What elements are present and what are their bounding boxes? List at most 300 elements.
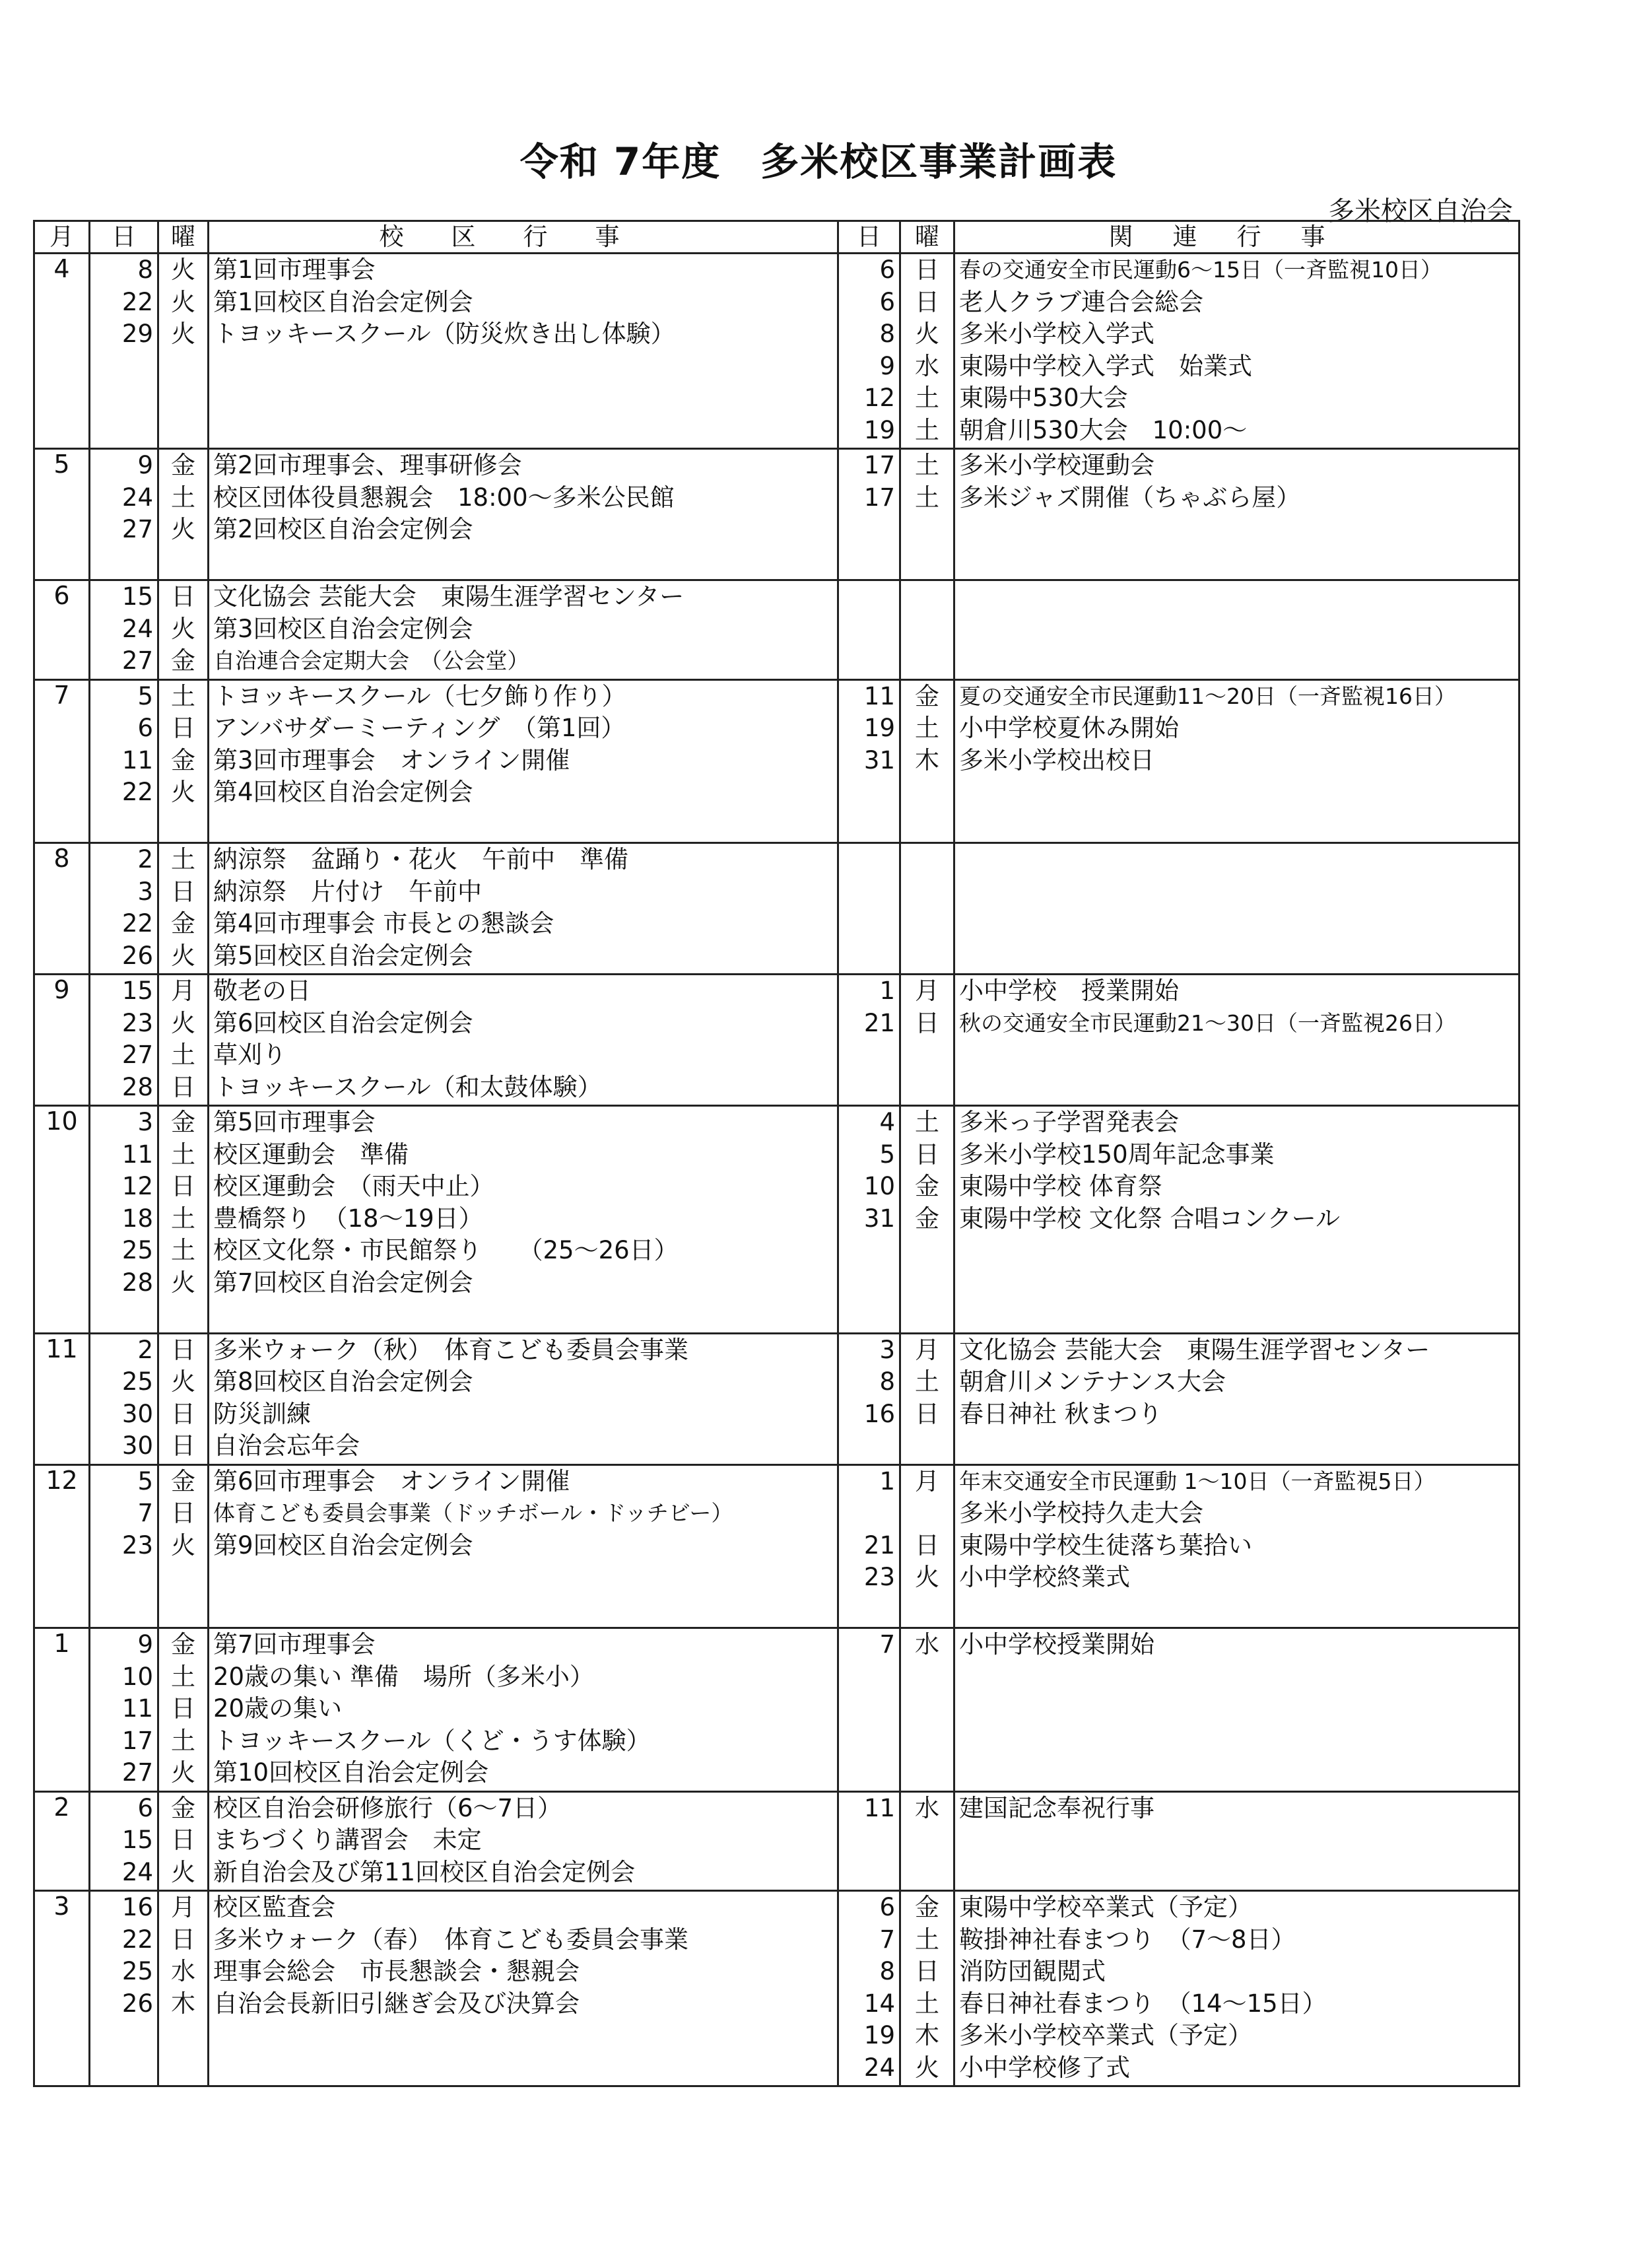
event-day: 11 bbox=[121, 745, 153, 774]
related-text-cell bbox=[954, 1333, 1520, 1464]
related-weekday: 土 bbox=[915, 1367, 939, 1396]
event-weekday: 日 bbox=[171, 1172, 195, 1200]
event-text: 豊橋祭り （18～19日） bbox=[213, 1204, 483, 1233]
event-weekday: 金 bbox=[171, 1793, 195, 1822]
related-text: 春日神社春まつり （14～15日） bbox=[959, 1989, 1327, 2018]
related-day-cell bbox=[838, 1628, 900, 1792]
month-row bbox=[34, 843, 1520, 975]
related-day: 6 bbox=[879, 287, 895, 316]
event-day-cell bbox=[90, 1791, 158, 1891]
event-text: 新自治会及び第11回校区自治会定例会 bbox=[213, 1857, 636, 1886]
related-text: 春日神社 秋まつり bbox=[959, 1399, 1162, 1428]
related-text: 多米小学校持久走大会 bbox=[959, 1499, 1203, 1527]
related-day: 6 bbox=[879, 256, 895, 284]
event-text: 20歳の集い 準備 場所（多米小） bbox=[213, 1662, 594, 1691]
event-text-cell bbox=[209, 449, 838, 580]
event-day: 5 bbox=[137, 681, 153, 710]
event-text: 敬老の日 bbox=[213, 977, 311, 1005]
related-weekday-cell bbox=[900, 843, 954, 975]
event-day: 24 bbox=[121, 483, 153, 512]
event-weekday: 火 bbox=[171, 1530, 195, 1560]
related-day-cell bbox=[838, 679, 900, 843]
related-text: 多米小学校卒業式（予定） bbox=[959, 2021, 1252, 2049]
event-day-cell bbox=[90, 843, 158, 975]
event-weekday: 月 bbox=[171, 977, 195, 1005]
event-weekday-cell bbox=[158, 1791, 209, 1891]
event-weekday: 木 bbox=[171, 1989, 195, 2018]
event-day: 6 bbox=[137, 714, 153, 742]
event-day: 28 bbox=[121, 1072, 153, 1101]
event-weekday: 日 bbox=[171, 1694, 195, 1723]
related-day: 19 bbox=[863, 2021, 895, 2049]
event-day: 12 bbox=[121, 1172, 153, 1200]
event-weekday: 火 bbox=[171, 1008, 195, 1037]
event-weekday: 土 bbox=[171, 845, 195, 874]
related-day: 8 bbox=[879, 1367, 895, 1396]
related-day: 24 bbox=[863, 2053, 895, 2082]
event-text: 校区文化祭・市民館祭り （25～26日） bbox=[213, 1236, 679, 1264]
event-day: 3 bbox=[137, 1108, 153, 1136]
event-day: 29 bbox=[121, 320, 153, 348]
event-day: 27 bbox=[121, 1758, 153, 1787]
event-day: 15 bbox=[121, 977, 153, 1005]
event-weekday: 火 bbox=[171, 287, 195, 316]
event-day-cell bbox=[90, 975, 158, 1106]
event-weekday: 金 bbox=[171, 1108, 195, 1136]
related-text: 東陽中学校卒業式（予定） bbox=[959, 1893, 1252, 1921]
month-row bbox=[34, 679, 1520, 843]
event-text: 自治会長新旧引継ぎ会及び決算会 bbox=[213, 1989, 580, 2018]
related-weekday-cell bbox=[900, 449, 954, 580]
event-day-cell bbox=[90, 580, 158, 680]
event-weekday: 火 bbox=[171, 320, 195, 348]
related-weekday: 木 bbox=[915, 2021, 939, 2049]
related-weekday: 火 bbox=[915, 320, 939, 348]
related-day-cell bbox=[838, 1106, 900, 1334]
event-text-cell bbox=[209, 1628, 838, 1792]
related-weekday-cell bbox=[900, 1333, 954, 1464]
related-day: 17 bbox=[863, 483, 895, 512]
event-weekday: 金 bbox=[171, 1466, 195, 1495]
header-related-weekday: 曜 bbox=[900, 221, 954, 254]
related-day-cell bbox=[838, 449, 900, 580]
event-text-cell bbox=[209, 580, 838, 680]
event-day: 18 bbox=[121, 1204, 153, 1233]
related-weekday: 月 bbox=[915, 1466, 939, 1495]
event-weekday: 火 bbox=[171, 256, 195, 284]
event-weekday-cell bbox=[158, 975, 209, 1106]
related-text: 夏の交通安全市民運動11～20日（一斉監視16日） bbox=[959, 683, 1456, 709]
event-day: 9 bbox=[137, 451, 153, 479]
event-weekday-cell bbox=[158, 254, 209, 449]
event-day-cell bbox=[90, 679, 158, 843]
event-day: 15 bbox=[121, 582, 153, 611]
event-text: 校区自治会研修旅行（6～7日） bbox=[213, 1793, 562, 1822]
related-weekday-cell bbox=[900, 975, 954, 1106]
event-weekday-cell bbox=[158, 1628, 209, 1792]
related-text: 多米小学校出校日 bbox=[959, 745, 1154, 774]
event-text: 第2回市理事会、理事研修会 bbox=[213, 451, 522, 479]
month-cell: 12 bbox=[34, 1464, 90, 1628]
related-weekday: 日 bbox=[915, 287, 939, 316]
event-day: 30 bbox=[121, 1399, 153, 1428]
related-text: 多米小学校入学式 bbox=[959, 320, 1154, 348]
event-weekday: 火 bbox=[171, 778, 195, 806]
related-text: 消防団観閲式 bbox=[959, 1957, 1106, 1985]
event-day: 8 bbox=[137, 256, 153, 284]
event-day: 11 bbox=[121, 1694, 153, 1723]
event-text: 校区運動会 準備 bbox=[213, 1140, 409, 1169]
event-text: 自治会忘年会 bbox=[213, 1431, 360, 1460]
related-day-cell bbox=[838, 1791, 900, 1891]
related-day: 19 bbox=[863, 415, 895, 444]
related-day: 11 bbox=[863, 1793, 895, 1822]
event-weekday: 金 bbox=[171, 1630, 195, 1659]
related-day-cell bbox=[838, 580, 900, 680]
event-day: 16 bbox=[121, 1893, 153, 1921]
related-day: 31 bbox=[863, 1204, 895, 1233]
month-cell: 6 bbox=[34, 580, 90, 680]
related-text: 多米小学校運動会 bbox=[959, 451, 1154, 479]
event-weekday-cell bbox=[158, 449, 209, 580]
related-text: 小中学校終業式 bbox=[959, 1563, 1130, 1591]
related-text: 多米っ子学習発表会 bbox=[959, 1108, 1179, 1136]
related-weekday-cell bbox=[900, 1891, 954, 2086]
related-day: 1 bbox=[879, 1466, 895, 1495]
header-related-events: 関連行事 bbox=[954, 221, 1520, 254]
event-text: トヨッキースクール（くど・うす体験） bbox=[213, 1726, 651, 1755]
month-row bbox=[34, 449, 1520, 580]
related-weekday-cell bbox=[900, 254, 954, 449]
month-cell: 3 bbox=[34, 1891, 90, 2086]
related-text-cell bbox=[954, 1106, 1520, 1334]
related-day: 16 bbox=[863, 1399, 895, 1428]
related-text: 東陽中学校生徒落ち葉拾い bbox=[959, 1530, 1252, 1560]
related-weekday-cell bbox=[900, 679, 954, 843]
event-weekday: 日 bbox=[171, 1072, 195, 1101]
header-row bbox=[34, 221, 1520, 254]
event-weekday: 日 bbox=[171, 582, 195, 611]
event-weekday: 日 bbox=[171, 1499, 195, 1527]
event-day: 22 bbox=[121, 1925, 153, 1954]
related-text: 朝倉川530大会 10:00～ bbox=[959, 415, 1248, 444]
related-day: 7 bbox=[879, 1630, 895, 1659]
event-weekday: 土 bbox=[171, 1662, 195, 1691]
related-text: 東陽中530大会 bbox=[959, 384, 1128, 412]
event-weekday-cell bbox=[158, 1106, 209, 1334]
event-text: 校区運動会 （雨天中止） bbox=[213, 1172, 494, 1200]
event-weekday: 日 bbox=[171, 1431, 195, 1460]
event-weekday: 日 bbox=[171, 1826, 195, 1854]
event-day: 23 bbox=[121, 1530, 153, 1560]
event-day-cell bbox=[90, 1628, 158, 1792]
related-day: 4 bbox=[879, 1108, 895, 1136]
event-text-cell bbox=[209, 1333, 838, 1464]
event-day: 17 bbox=[121, 1726, 153, 1755]
related-day: 11 bbox=[863, 681, 895, 710]
event-weekday-cell bbox=[158, 1464, 209, 1628]
month-row bbox=[34, 580, 1520, 680]
event-text: 第6回校区自治会定例会 bbox=[213, 1008, 473, 1037]
related-text: 秋の交通安全市民運動21～30日（一斉監視26日） bbox=[959, 1010, 1456, 1036]
event-weekday: 火 bbox=[171, 941, 195, 970]
event-text: アンバサダーミーティング （第1回） bbox=[213, 714, 626, 742]
event-text: 第7回市理事会 bbox=[213, 1630, 376, 1659]
event-weekday-cell bbox=[158, 1333, 209, 1464]
event-day: 28 bbox=[121, 1268, 153, 1297]
related-weekday: 土 bbox=[915, 451, 939, 479]
related-text-cell bbox=[954, 254, 1520, 449]
month-cell: 5 bbox=[34, 449, 90, 580]
related-weekday-cell bbox=[900, 580, 954, 680]
event-text: 草刈り bbox=[213, 1041, 286, 1069]
event-day: 10 bbox=[121, 1662, 153, 1691]
event-weekday-cell bbox=[158, 1891, 209, 2086]
month-cell: 4 bbox=[34, 254, 90, 449]
event-text: 自治連合会定期大会 （公会堂） bbox=[213, 648, 529, 673]
month-cell: 8 bbox=[34, 843, 90, 975]
event-day: 25 bbox=[121, 1236, 153, 1264]
related-weekday: 土 bbox=[915, 1989, 939, 2018]
month-row bbox=[34, 254, 1520, 449]
related-weekday: 土 bbox=[915, 1925, 939, 1954]
event-day: 30 bbox=[121, 1431, 153, 1460]
month-cell: 10 bbox=[34, 1106, 90, 1334]
related-weekday: 火 bbox=[915, 2053, 939, 2082]
related-text: 小中学校修了式 bbox=[959, 2053, 1130, 2082]
related-day-cell bbox=[838, 254, 900, 449]
event-day: 24 bbox=[121, 1857, 153, 1886]
event-text: 第1回校区自治会定例会 bbox=[213, 287, 473, 316]
event-weekday: 火 bbox=[171, 1268, 195, 1297]
event-day-cell bbox=[90, 449, 158, 580]
month-cell: 2 bbox=[34, 1791, 90, 1891]
related-text: 鞍掛神社春まつり （7～8日） bbox=[959, 1925, 1296, 1954]
event-weekday: 土 bbox=[171, 1236, 195, 1264]
event-text: トヨッキースクール（和太鼓体験） bbox=[213, 1072, 602, 1101]
event-text: トヨッキースクール（防災炊き出し体験） bbox=[213, 320, 675, 348]
event-weekday: 水 bbox=[171, 1957, 195, 1985]
event-day-cell bbox=[90, 1333, 158, 1464]
header-weekday: 曜 bbox=[158, 221, 209, 254]
event-weekday: 金 bbox=[171, 909, 195, 938]
related-text-cell bbox=[954, 1891, 1520, 2086]
page-title: 令和 7年度 多米校区事業計画表 bbox=[519, 139, 1118, 184]
event-text: 理事会総会 市長懇談会・懇親会 bbox=[213, 1957, 580, 1985]
related-weekday: 金 bbox=[915, 1893, 939, 1921]
month-row bbox=[34, 1791, 1520, 1891]
event-text-cell bbox=[209, 1464, 838, 1628]
event-text: 第3回市理事会 オンライン開催 bbox=[213, 745, 570, 774]
related-day: 5 bbox=[879, 1140, 895, 1169]
related-weekday: 日 bbox=[915, 1399, 939, 1428]
event-text: 第4回市理事会 市長との懇談会 bbox=[213, 909, 554, 938]
event-weekday: 金 bbox=[171, 646, 195, 675]
related-weekday: 水 bbox=[915, 351, 939, 380]
event-text-cell bbox=[209, 254, 838, 449]
event-text: 文化協会 芸能大会 東陽生涯学習センター bbox=[213, 582, 685, 611]
related-text: 建国記念奉祝行事 bbox=[959, 1793, 1154, 1822]
event-text: まちづくり講習会 未定 bbox=[213, 1826, 482, 1854]
event-weekday: 日 bbox=[171, 1399, 195, 1428]
month-row bbox=[34, 1891, 1520, 2086]
event-weekday: 日 bbox=[171, 877, 195, 906]
related-day bbox=[843, 1497, 895, 1530]
related-text: 春の交通安全市民運動6～15日（一斉監視10日） bbox=[959, 257, 1442, 283]
event-day: 2 bbox=[137, 845, 153, 874]
event-day: 23 bbox=[121, 1008, 153, 1037]
related-text-cell bbox=[954, 843, 1520, 975]
event-text-cell bbox=[209, 1891, 838, 2086]
event-weekday: 火 bbox=[171, 1367, 195, 1396]
related-weekday: 日 bbox=[915, 1530, 939, 1560]
header-day: 日 bbox=[90, 221, 158, 254]
related-day: 3 bbox=[879, 1335, 895, 1364]
event-text: 第1回市理事会 bbox=[213, 256, 376, 284]
event-weekday: 火 bbox=[171, 515, 195, 543]
related-text-cell bbox=[954, 1628, 1520, 1792]
related-day: 31 bbox=[863, 745, 895, 774]
event-weekday-cell bbox=[158, 679, 209, 843]
event-weekday: 日 bbox=[171, 714, 195, 742]
event-day: 22 bbox=[121, 909, 153, 938]
related-text: 小中学校夏休み開始 bbox=[959, 714, 1179, 742]
event-text: 20歳の集い bbox=[213, 1694, 343, 1723]
schedule-table bbox=[33, 220, 1520, 2087]
related-weekday: 金 bbox=[915, 1172, 939, 1200]
event-weekday: 火 bbox=[171, 1857, 195, 1886]
related-text: 小中学校授業開始 bbox=[959, 1630, 1154, 1659]
month-row bbox=[34, 975, 1520, 1106]
related-weekday: 土 bbox=[915, 483, 939, 512]
related-text: 朝倉川メンテナンス大会 bbox=[959, 1367, 1226, 1396]
related-text-cell bbox=[954, 679, 1520, 843]
related-day-cell bbox=[838, 1333, 900, 1464]
related-day: 19 bbox=[863, 714, 895, 742]
event-weekday: 日 bbox=[171, 1925, 195, 1954]
related-text: 多米ジャズ開催（ちゃぶら屋） bbox=[959, 483, 1301, 512]
related-text: 文化協会 芸能大会 東陽生涯学習センター bbox=[959, 1335, 1430, 1364]
event-text-cell bbox=[209, 1791, 838, 1891]
event-day: 24 bbox=[121, 614, 153, 643]
related-day: 6 bbox=[879, 1893, 895, 1921]
header-month: 月 bbox=[34, 221, 90, 254]
event-weekday: 土 bbox=[171, 483, 195, 512]
month-row bbox=[34, 1464, 1520, 1628]
related-weekday bbox=[905, 1497, 949, 1530]
related-text: 小中学校 授業開始 bbox=[959, 977, 1179, 1005]
event-text: 体育こども委員会事業（ドッチボール・ドッチビー） bbox=[213, 1500, 733, 1526]
event-text: 校区監査会 bbox=[213, 1893, 335, 1921]
event-weekday: 月 bbox=[171, 1893, 195, 1921]
related-day: 8 bbox=[879, 320, 895, 348]
event-weekday: 土 bbox=[171, 1041, 195, 1069]
event-day-cell bbox=[90, 1464, 158, 1628]
event-text: 校区団体役員懇親会 18:00～多米公民館 bbox=[213, 483, 675, 512]
event-text: 防災訓練 bbox=[213, 1399, 311, 1428]
related-day: 8 bbox=[879, 1957, 895, 1985]
related-weekday: 日 bbox=[915, 1140, 939, 1169]
related-text-cell bbox=[954, 449, 1520, 580]
related-day: 23 bbox=[863, 1563, 895, 1591]
event-text: 多米ウォーク（秋） 体育こども委員会事業 bbox=[213, 1335, 689, 1364]
event-day: 11 bbox=[121, 1140, 153, 1169]
related-weekday: 火 bbox=[915, 1563, 939, 1591]
related-text: 多米小学校150周年記念事業 bbox=[959, 1140, 1275, 1169]
related-text: 東陽中学校 体育祭 bbox=[959, 1172, 1162, 1200]
event-day: 27 bbox=[121, 1041, 153, 1069]
event-day: 7 bbox=[137, 1499, 153, 1527]
month-row bbox=[34, 1628, 1520, 1792]
month-cell: 7 bbox=[34, 679, 90, 843]
event-text-cell bbox=[209, 843, 838, 975]
event-weekday-cell bbox=[158, 843, 209, 975]
related-text: 年末交通安全市民運動 1～10日（一斉監視5日） bbox=[959, 1468, 1436, 1494]
month-cell: 9 bbox=[34, 975, 90, 1106]
related-text-cell bbox=[954, 1464, 1520, 1628]
related-weekday-cell bbox=[900, 1464, 954, 1628]
related-text: 東陽中学校入学式 始業式 bbox=[959, 351, 1252, 380]
related-day-cell bbox=[838, 1464, 900, 1628]
event-text: 第9回校区自治会定例会 bbox=[213, 1530, 473, 1560]
event-text: 第3回校区自治会定例会 bbox=[213, 614, 473, 643]
month-row bbox=[34, 1333, 1520, 1464]
related-day: 7 bbox=[879, 1925, 895, 1954]
related-weekday: 金 bbox=[915, 1204, 939, 1233]
related-day: 14 bbox=[863, 1989, 895, 2018]
event-text-cell bbox=[209, 679, 838, 843]
related-weekday: 金 bbox=[915, 681, 939, 710]
related-day: 21 bbox=[863, 1008, 895, 1037]
event-text: 第10回校区自治会定例会 bbox=[213, 1758, 489, 1787]
event-weekday-cell bbox=[158, 580, 209, 680]
event-day: 15 bbox=[121, 1826, 153, 1854]
event-weekday: 火 bbox=[171, 614, 195, 643]
related-day-cell bbox=[838, 843, 900, 975]
event-text-cell bbox=[209, 1106, 838, 1334]
event-day: 5 bbox=[137, 1466, 153, 1495]
event-day: 9 bbox=[137, 1630, 153, 1659]
related-weekday: 土 bbox=[915, 384, 939, 412]
related-text: 東陽中学校 文化祭 合唱コンクール bbox=[959, 1204, 1341, 1233]
event-text: 第5回校区自治会定例会 bbox=[213, 941, 473, 970]
month-cell: 1 bbox=[34, 1628, 90, 1792]
related-day: 1 bbox=[879, 977, 895, 1005]
event-weekday: 土 bbox=[171, 1726, 195, 1755]
related-weekday: 土 bbox=[915, 714, 939, 742]
event-weekday: 土 bbox=[171, 681, 195, 710]
related-day: 17 bbox=[863, 451, 895, 479]
related-day-cell bbox=[838, 975, 900, 1106]
event-text: 第7回校区自治会定例会 bbox=[213, 1268, 473, 1297]
schedule-body bbox=[34, 254, 1520, 2086]
event-day: 27 bbox=[121, 646, 153, 675]
event-day: 3 bbox=[137, 877, 153, 906]
related-weekday: 日 bbox=[915, 1008, 939, 1037]
organization-name: 多米校区自治会 bbox=[1328, 196, 1513, 226]
related-text-cell bbox=[954, 1791, 1520, 1891]
event-day-cell bbox=[90, 1106, 158, 1334]
event-text: 納涼祭 盆踊り・花火 午前中 準備 bbox=[213, 845, 628, 874]
event-text: トヨッキースクール（七夕飾り作り） bbox=[213, 681, 626, 710]
related-weekday: 日 bbox=[915, 256, 939, 284]
event-weekday: 土 bbox=[171, 1140, 195, 1169]
event-weekday: 金 bbox=[171, 451, 195, 479]
event-day: 26 bbox=[121, 1989, 153, 2018]
related-weekday-cell bbox=[900, 1791, 954, 1891]
event-day: 27 bbox=[121, 515, 153, 543]
event-text: 第2回校区自治会定例会 bbox=[213, 515, 473, 543]
